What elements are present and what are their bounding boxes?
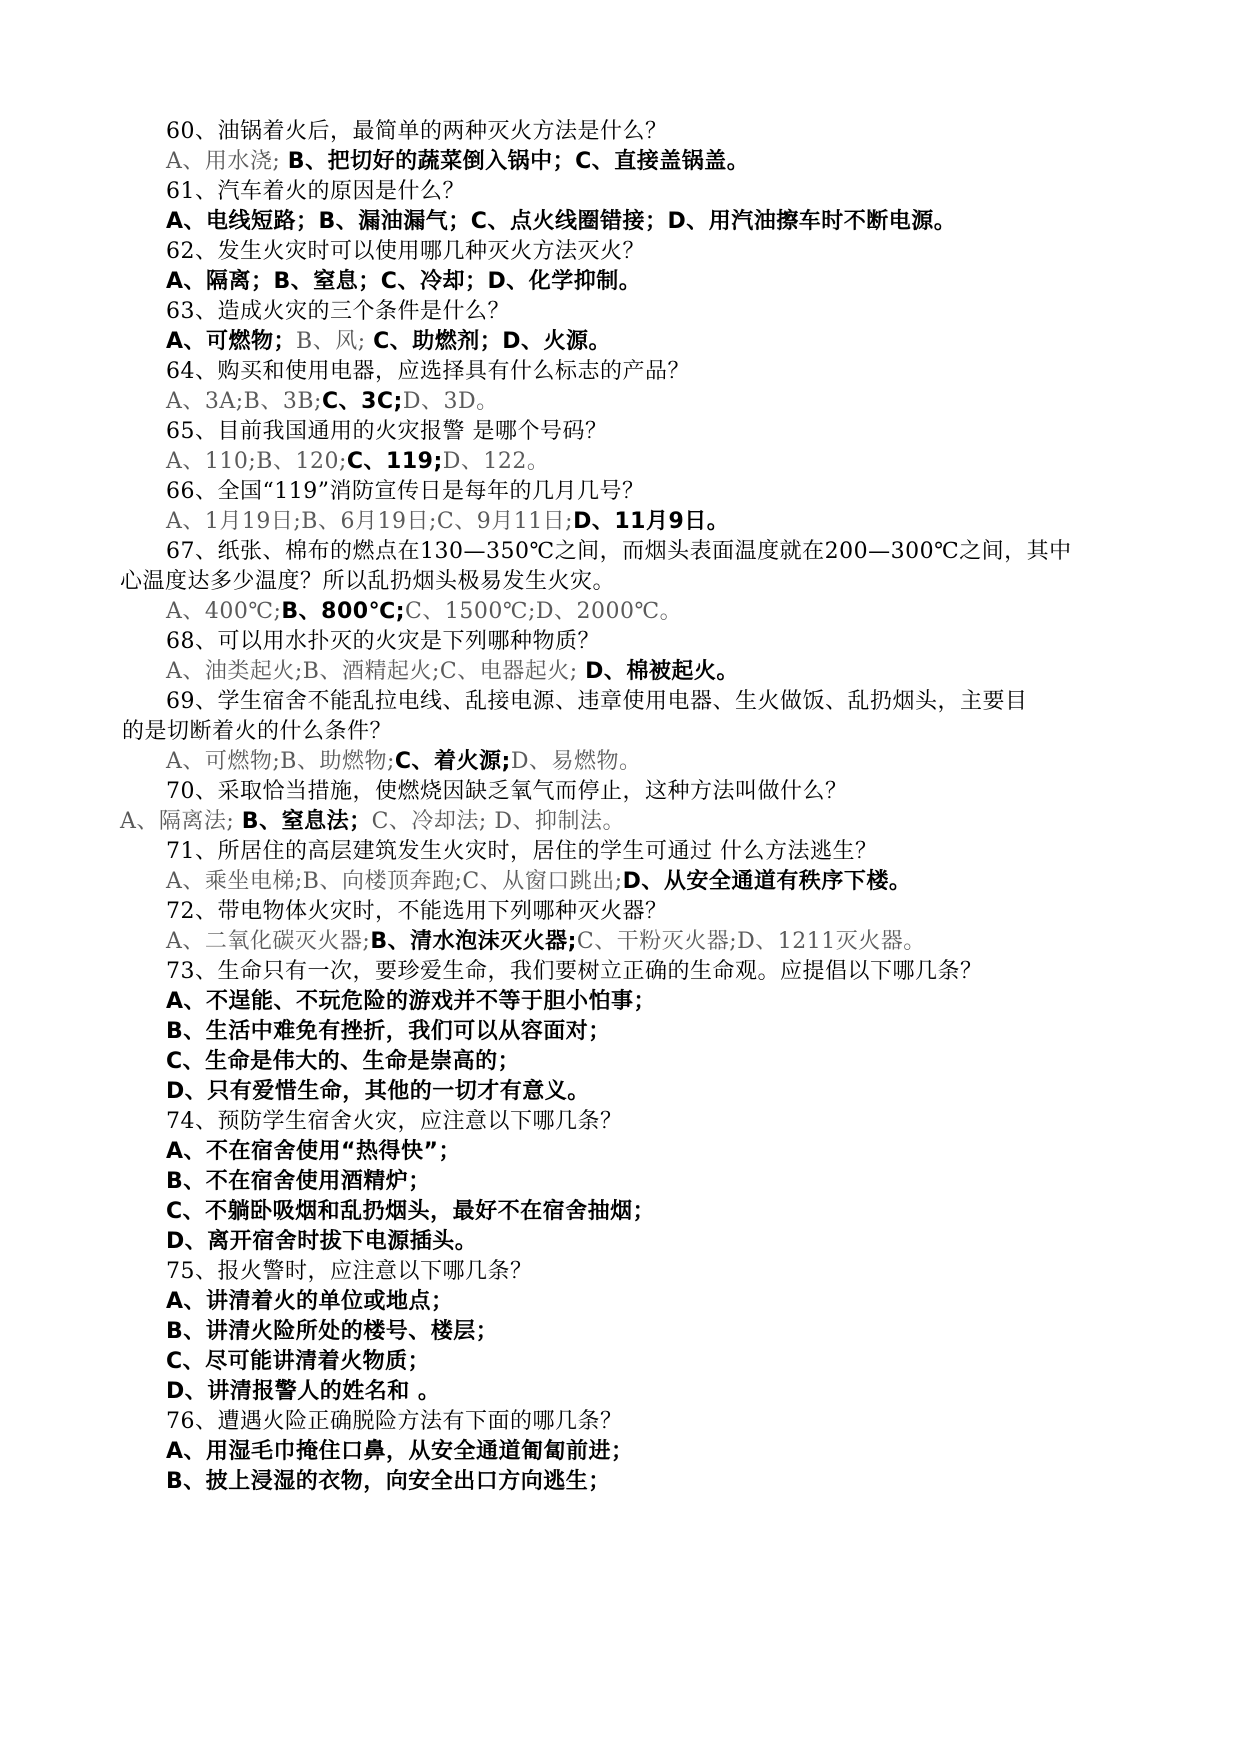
answer-line: C、尽可能讲清着火物质； [166,1349,431,1374]
option-text: D、易燃物。 [510,749,642,774]
answer-line: C、生命是伟大的、生命是崇高的； [166,1049,521,1074]
question-65: 65、目前我国通用的火灾报警 是哪个号码？ [166,419,608,444]
answer-line: B、生活中难免有挫折，我们可以从容面对； [166,1019,611,1044]
question-61: 61、汽车着火的原因是什么？ [166,179,465,204]
answer-72 [166,928,926,956]
option-text: D、3D。 [402,389,499,414]
answer-line: D、离开宿舍时拔下电源插头。 [166,1229,478,1254]
option-text: A、1月19日;B、6月19日;C、9月11日; [166,509,574,534]
option-text-correct: C、助燃剂；D、火源。 [373,329,612,354]
question-71: 71、所居住的高层建筑发生火灾时，居住的学生可通过 什么方法逃生？ [166,839,878,864]
option-text-correct: D、11月9日。 [573,509,730,534]
answer-70 [120,808,625,836]
answer-line: B、讲清火险所处的楼号、楼层； [166,1319,499,1344]
question-69: 69、学生宿舍不能乱拉电线、乱接电源、违章使用电器、生火做饭、乱扔烟头，主要目 [166,689,1028,714]
option-text-correct: C、着火源; [394,749,511,774]
option-text: D、122。 [442,449,550,474]
answer-61 [166,208,956,236]
question-69-cont: 的是切断着火的什么条件？ [122,719,393,744]
option-text: A、400℃; [166,599,282,624]
option-text-correct: A、电线短路；B、漏油漏气；C、点火线圈错接；D、用汽油擦车时不断电源。 [166,209,957,234]
answer-line: A、不在宿舍使用“热得快”； [166,1139,461,1164]
answer-line: D、讲清报警人的姓名和 。 [166,1379,441,1404]
answer-71 [166,868,911,896]
answer-68 [166,658,739,686]
answer-line: A、不逞能、不玩危险的游戏并不等于胆小怕事； [166,989,657,1014]
answer-62 [166,268,641,296]
option-text: C、冷却法; D、抑制法。 [371,809,625,834]
answer-64 [166,388,499,416]
question-70: 70、采取恰当措施，使燃烧因缺乏氧气而停止，这种方法叫做什么？ [166,779,848,804]
answer-line: D、只有爱惜生命，其他的一切才有意义。 [166,1079,590,1104]
option-text: A、油类起火;B、酒精起火;C、电器起火; [166,659,586,684]
option-text-correct: D、棉被起火。 [585,659,739,684]
option-text: A、乘坐电梯;B、向楼顶奔跑;C、从窗口跳出; [166,869,623,894]
answer-line: B、披上浸湿的衣物，向安全出口方向逃生； [166,1469,611,1494]
option-text-correct: B、800℃; [281,599,406,624]
question-73: 73、生命只有一次，要珍爱生命，我们要树立正确的生命观。应提倡以下哪几条？ [166,959,983,984]
option-text: A、3A;B、3B; [166,389,322,414]
option-text-correct: C、119; [346,449,443,474]
answer-69 [166,748,641,776]
answer-67 [166,598,682,626]
question-62: 62、发生火灾时可以使用哪几种灭火方法灭火？ [166,239,645,264]
question-66: 66、全国“119”消防宣传日是每年的几月几号？ [166,479,645,504]
answer-60 [166,148,749,176]
question-67: 67、纸张、棉布的燃点在130—350℃之间，而烟头表面温度就在200—300℃之间，其中 [166,539,1072,564]
answer-line: C、不躺卧吸烟和乱扔烟头，最好不在宿舍抽烟； [166,1199,656,1224]
question-72: 72、带电物体火灾时，不能选用下列哪种灭火器？ [166,899,668,924]
option-text: A、隔离法; [120,809,242,834]
question-68: 68、可以用水扑灭的火灾是下列哪种物质？ [166,629,600,654]
question-63: 63、造成火灾的三个条件是什么？ [166,299,510,324]
option-text: B、风; [296,329,374,354]
option-text: A、110;B、120; [166,449,347,474]
option-text-correct: A、隔离；B、窒息；C、冷却；D、化学抑制。 [166,269,642,294]
answer-line: B、不在宿舍使用酒精炉； [166,1169,431,1194]
answer-63 [166,328,611,356]
question-75: 75、报火警时，应注意以下哪几条？ [166,1259,533,1284]
question-64: 64、购买和使用电器，应选择具有什么标志的产品？ [166,359,690,384]
answer-line: A、讲清着火的单位或地点； [166,1289,454,1314]
question-74: 74、预防学生宿舍火灾，应注意以下哪几条？ [166,1109,623,1134]
answer-66 [166,508,729,536]
option-text: C、1500℃;D、2000℃。 [405,599,683,624]
option-text-correct: A、可燃物； [166,329,297,354]
question-60: 60、油锅着火后，最简单的两种灭火方法是什么？ [166,119,668,144]
option-text-correct: C、3C; [321,389,403,414]
question-76: 76、遭遇火险正确脱险方法有下面的哪几条？ [166,1409,623,1434]
option-text: A、二氧化碳灭火器; [166,929,371,954]
option-text: C、干粉灭火器;D、1211灭火器。 [576,929,926,954]
option-text-correct: B、把切好的蔬菜倒入锅中；C、直接盖锅盖。 [287,149,750,174]
question-67-cont: 心温度达多少温度？所以乱扔烟头极易发生火灾。 [120,569,616,594]
option-text-correct: B、清水泡沫灭火器; [370,929,577,954]
option-text: A、可燃物;B、助燃物; [166,749,395,774]
option-text: A、用水浇; [166,149,288,174]
option-text-correct: B、窒息法； [241,809,372,834]
answer-65 [166,448,549,476]
option-text-correct: D、从安全通道有秩序下楼。 [622,869,912,894]
answer-line: A、用湿毛巾掩住口鼻，从安全通道匍匐前进； [166,1439,634,1464]
